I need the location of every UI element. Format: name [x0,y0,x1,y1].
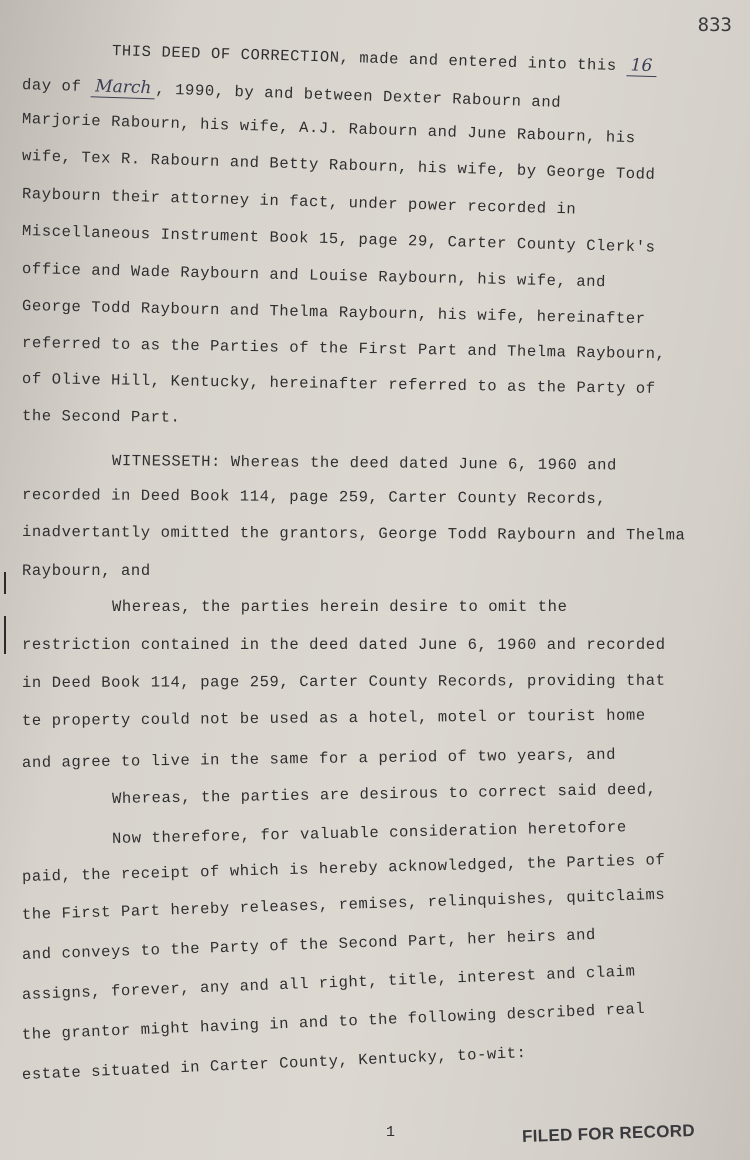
text-line: te property could not be used as a hotel, motel or tourist home [21,706,646,730]
page-number: 833 [697,14,732,36]
handwritten-month: March [91,76,156,99]
text-line: office and Wade Raybourn and Louise Raybourn, his wife, and [21,260,607,292]
text-line: the First Part hereby releases, remises, relinquishes, quitclaims [21,885,666,924]
text-line: the Second Part. [21,407,181,427]
text-line: paid, the receipt of which is hereby acknowledged, the Parties of [21,851,666,886]
text-line: and conveys to the Party of the Second Part, her heirs and [21,925,597,964]
text-line: assigns, forever, any and all right, title, interest and claim [21,962,636,1004]
text-line: wife, Tex R. Rabourn and Betty Rabourn, his wife, by George Todd [21,147,656,184]
text-line: restriction contained in the deed dated June 6, 1960 and recorded [22,636,666,654]
text-line: George Todd Raybourn and Thelma Raybourn, his wife, hereinafter [21,297,646,329]
text-line: and agree to live in the same for a period of two years, and [21,745,617,772]
text-line: Marjorie Rabourn, his wife, A.J. Rabourn and June Rabourn, his [21,110,636,148]
text-line: recorded in Deed Book 114, page 259, Carter County Records, [21,486,607,509]
text-line: THIS DEED OF CORRECTION, made and entered into this 16 [112,40,750,80]
margin-mark [4,616,6,654]
text-line: in Deed Book 114, page 259, Carter County Records, providing that [21,671,666,692]
text-line: day of March , 1990, by and between Dexter Rabourn and [21,76,562,112]
text-line: Raybourn, and [22,562,151,580]
text-line: of Olive Hill, Kentucky, hereinafter referred to as the Party of [21,370,656,398]
text-line: estate situated in Carter County, Kentucky, to-wit: [21,1043,527,1084]
text-line: the grantor might having in and to the following described real [21,999,646,1044]
text-line: Miscellaneous Instrument Book 15, page 29, Carter County Clerk's [21,222,656,257]
text-line: Raybourn their attorney in fact, under power recorded in [21,185,577,219]
text-line: Whereas, the parties herein desire to omit the [112,598,568,616]
text-line: Whereas, the parties are desirous to correct said deed, [111,780,657,808]
handwritten-day: 16 [626,55,656,77]
text-line: inadvertantly omitted the grantors, George Todd Raybourn and Thelma [21,523,686,545]
footer-page-number: 1 [386,1124,396,1141]
text-line: WITNESSETH: Whereas the deed dated June 6, 1960 and [111,452,618,475]
margin-mark [4,572,6,594]
text-line: referred to as the Parties of the First Part and Thelma Raybourn, [21,334,666,364]
filed-for-record-stamp: FILED FOR RECORD [521,1120,696,1147]
text-line: Now therefore, for valuable consideration heretofore [111,818,627,848]
